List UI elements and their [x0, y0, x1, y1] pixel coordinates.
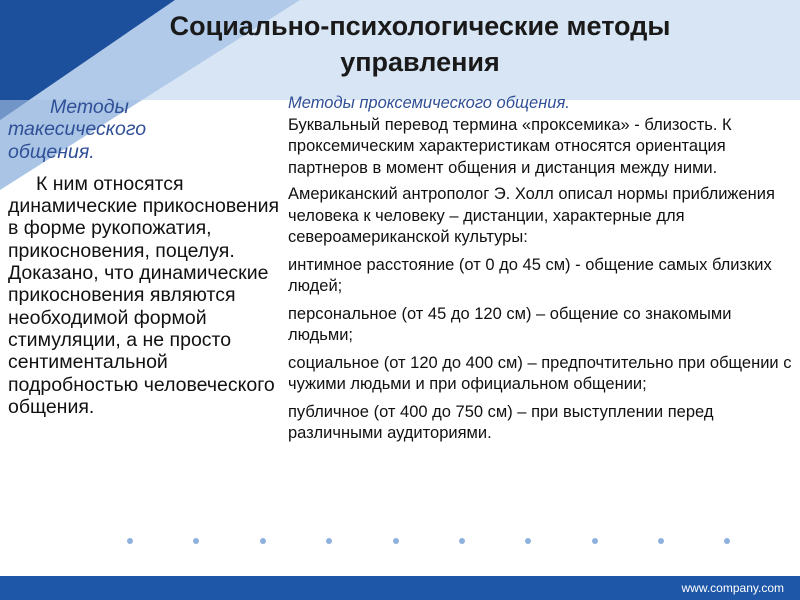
hall-paragraph: Американский антрополог Э. Холл описал нормы приближения человека к человеку – дистанции, характерные для североамериканской культуры:	[288, 185, 775, 246]
divider-dot	[525, 538, 531, 544]
divider-dot	[393, 538, 399, 544]
divider-dot	[326, 538, 332, 544]
slide-title	[60, 8, 780, 80]
right-intro-paragraph	[288, 93, 798, 179]
divider-dot	[193, 538, 199, 544]
footer-bar	[0, 576, 800, 600]
left-subhead-line-2: такесического	[8, 118, 147, 141]
right-intro-text: Буквальный перевод термина «проксемика» - близость. К проксемическим характеристикам относятся ориентация партнеров в момент общения и дистанция между ними.	[288, 115, 732, 177]
distance-item-personal: персональное (от 45 до 120 см) – общение со знакомыми людьми;	[288, 304, 732, 344]
left-subhead-cont	[8, 118, 286, 163]
distance-item-social: социальное (от 120 до 400 см) – предпочтительно при общении с чужими людьми и при официальном общении;	[288, 353, 792, 393]
footer-url: www.company.com	[681, 581, 784, 595]
left-body-text: К ним относятся динамические прикосновения в форме рукопожатия, прикосновения, поцелуя. Доказано, что динамические прикосновения являются необходимой формой стимуляции, а не просто сентиментальной подробностью человеческого общения.	[8, 172, 280, 418]
dot-divider	[0, 536, 800, 548]
slide-title-line-1: Социально-психологические методы	[169, 11, 671, 41]
right-subhead: Методы проксемического общения.	[288, 94, 570, 112]
divider-dot	[260, 538, 266, 544]
left-subhead	[8, 96, 286, 118]
left-subhead-line-3: общения.	[8, 140, 95, 163]
divider-dot	[127, 538, 133, 544]
divider-dot	[658, 538, 664, 544]
left-subhead-line-1: Методы	[50, 96, 129, 118]
distance-item-public: публичное (от 400 до 750 см) – при выступлении перед различными аудиториями.	[288, 402, 714, 442]
slide-title-line-2: управления	[340, 47, 500, 77]
divider-dot	[459, 538, 465, 544]
distance-item-intimate: интимное расстояние (от 0 до 45 см) - общение самых близких людей;	[288, 255, 772, 295]
left-column	[8, 96, 286, 418]
right-column	[288, 93, 798, 451]
divider-dot	[592, 538, 598, 544]
divider-dot	[724, 538, 730, 544]
